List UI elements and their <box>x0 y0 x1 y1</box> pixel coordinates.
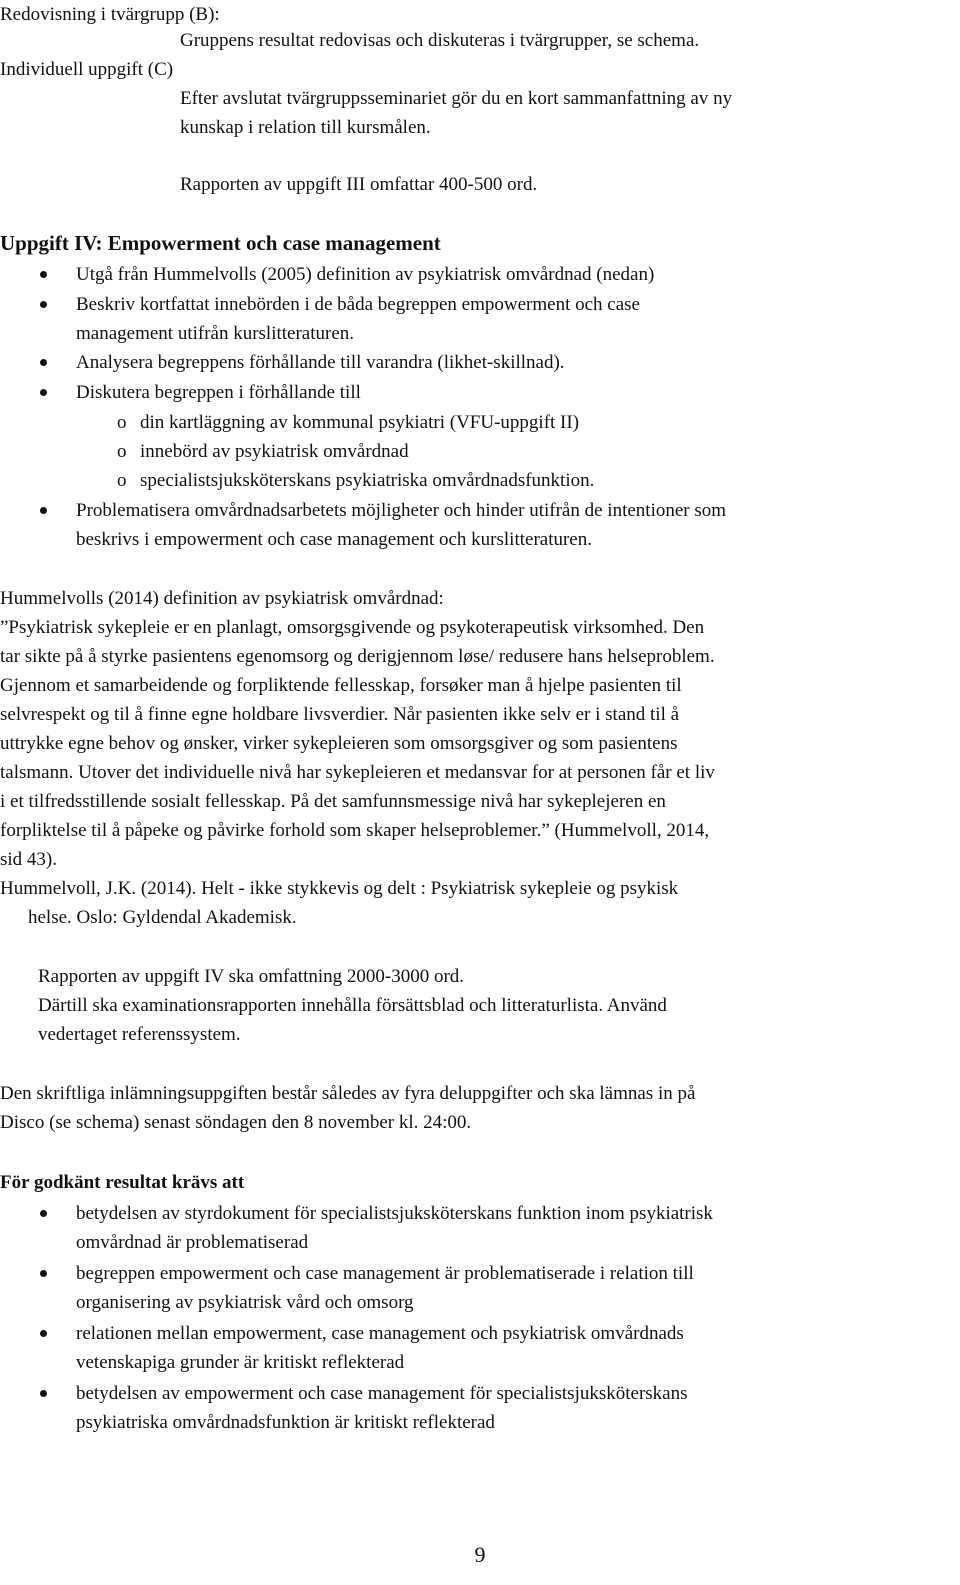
task4-sub-item: specialistsjuksköterskans psykiatriska omvårdnadsfunktion. <box>140 470 595 491</box>
reference-line: helse. Oslo: Gyldendal Akademisk. <box>28 907 297 928</box>
report4-line: Därtill ska examinationsrapporten innehålla försättsblad och litteraturlista. Använd <box>38 995 667 1016</box>
sub-bullet-marker: o <box>117 412 127 433</box>
approval-item-cont: psykiatriska omvårdnadsfunktion är kritiskt reflekterad <box>76 1412 495 1433</box>
bullet-icon <box>40 271 47 278</box>
section-c-report: Rapporten av uppgift III omfattar 400-500 ord. <box>180 174 538 195</box>
section-c-line: kunskap i relation till kursmålen. <box>180 117 431 138</box>
task4-bullet: Problematisera omvårdnadsarbetets möjligheter och hinder utifrån de intentioner som <box>76 500 727 521</box>
approval-item: begreppen empowerment och case management är problematiserade i relation till <box>76 1263 694 1284</box>
page-number: 9 <box>474 1542 486 1567</box>
quote-line: i et tilfredsstillende sosialt fellesskap. På det samfunnsmessige nivå har sykeplejeren en <box>0 791 666 812</box>
quote-line: tar sikte på å styrke pasientens egenomsorg og derigjennom løse/ redusere hans helseproblem. <box>0 646 715 667</box>
submission-line: Disco (se schema) senast söndagen den 8 november kl. 24:00. <box>0 1112 472 1133</box>
quote-line: sid 43). <box>0 849 57 870</box>
approval-item: relationen mellan empowerment, case management och psykiatrisk omvårdnads <box>76 1323 684 1344</box>
approval-item: betydelsen av styrdokument för specialistsjuksköterskans funktion inom psykiatrisk <box>76 1203 713 1224</box>
bullet-icon <box>40 1270 47 1277</box>
bullet-icon <box>40 359 47 366</box>
sub-bullet-marker: o <box>117 470 127 491</box>
task4-sub-item: innebörd av psykiatrisk omvårdnad <box>140 441 409 462</box>
section-b-heading: Redovisning i tvärgrupp (B): <box>0 4 220 25</box>
task4-bullet-cont: beskrivs i empowerment och case management och kurslitteraturen. <box>76 529 592 550</box>
approval-item-cont: organisering av psykiatrisk vård och omsorg <box>76 1292 414 1313</box>
report4-line: vedertaget referenssystem. <box>38 1024 241 1045</box>
report4-line: Rapporten av uppgift IV ska omfattning 2000-3000 ord. <box>38 966 465 987</box>
task4-sub-item: din kartläggning av kommunal psykiatri (VFU-uppgift II) <box>140 412 580 433</box>
quote-line: talsmann. Utover det individuelle nivå har sykepleieren et medansvar for at personen får et liv <box>0 762 715 783</box>
approval-item-cont: vetenskapiga grunder är kritiskt reflekterad <box>76 1352 405 1373</box>
bullet-icon <box>40 1390 47 1397</box>
approval-heading: För godkänt resultat krävs att <box>0 1172 245 1193</box>
quote-line: ”Psykiatrisk sykepleie er en planlagt, omsorgsgivende og psykoterapeutisk virksomhed. Den <box>0 617 705 638</box>
task4-bullet-cont: management utifrån kurslitteraturen. <box>76 323 355 344</box>
reference-line: Hummelvoll, J.K. (2014). Helt - ikke stykkevis og delt : Psykiatrisk sykepleie og psykisk <box>0 878 679 899</box>
task4-bullet: Diskutera begreppen i förhållande till <box>76 382 361 403</box>
section-c-line: Efter avslutat tvärgruppsseminariet gör du en kort sammanfattning av ny <box>180 88 733 109</box>
task4-bullet: Analysera begreppens förhållande till varandra (likhet-skillnad). <box>76 352 565 373</box>
quote-line: selvrespekt og til å finne egne holdbare livsverdier. Når pasienten ikke selv er i stand til å <box>0 704 680 725</box>
quote-line: Gjennom et samarbeidende og forpliktende fellesskap, forsøker man å hjelpe pasienten til <box>0 675 682 696</box>
bullet-icon <box>40 1330 47 1337</box>
task4-bullet: Beskriv kortfattat innebörden i de båda begreppen empowerment och case <box>76 294 640 315</box>
bullet-icon <box>40 389 47 396</box>
sub-bullet-marker: o <box>117 441 127 462</box>
approval-item: betydelsen av empowerment och case management för specialistsjuksköterskans <box>76 1383 688 1404</box>
quote-intro: Hummelvolls (2014) definition av psykiatrisk omvårdnad: <box>0 588 444 609</box>
bullet-icon <box>40 1210 47 1217</box>
task4-heading: Uppgift IV: Empowerment och case management <box>0 231 441 255</box>
approval-item-cont: omvårdnad är problematiserad <box>76 1232 309 1253</box>
quote-line: uttrykke egne behov og ønsker, virker sykepleieren som omsorgsgiver og som pasientens <box>0 733 678 754</box>
bullet-icon <box>40 507 47 514</box>
task4-bullet: Utgå från Hummelvolls (2005) definition av psykiatrisk omvårdnad (nedan) <box>76 264 655 285</box>
section-b-text: Gruppens resultat redovisas och diskuteras i tvärgrupper, se schema. <box>180 30 700 51</box>
bullet-icon <box>40 301 47 308</box>
section-c-heading: Individuell uppgift (C) <box>0 59 174 80</box>
quote-line: forpliktelse til å påpeke og påvirke forhold som skaper helseproblemer.” (Hummelvoll, 2014, <box>0 820 710 841</box>
submission-line: Den skriftliga inlämningsuppgiften består således av fyra deluppgifter och ska lämnas in på <box>0 1083 696 1104</box>
